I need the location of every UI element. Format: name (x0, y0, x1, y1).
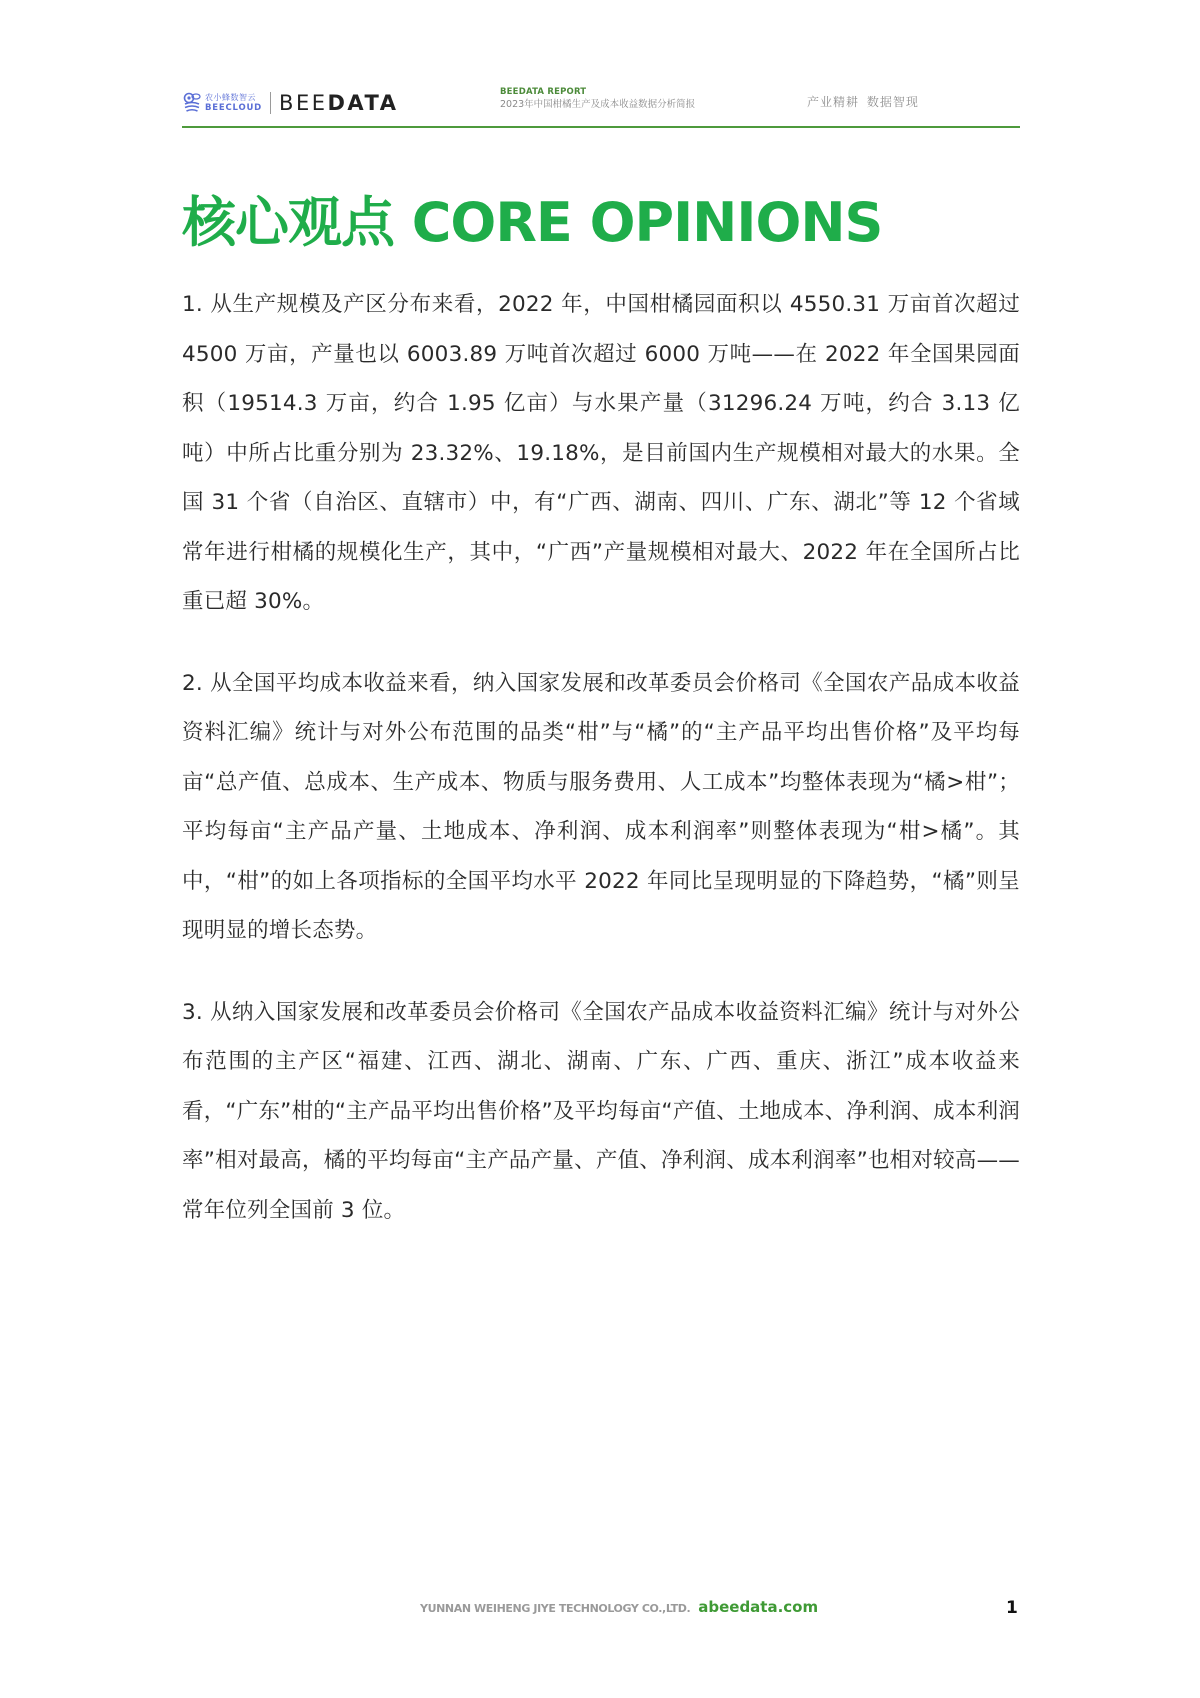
opinion-paragraph-3: 3. 从纳入国家发展和改革委员会价格司《全国农产品成本收益资料汇编》统计与对外公布范围的主产区“福建、江西、湖北、湖南、广东、广西、重庆、浙江”成本收益来看，“广东”柑的“主产品平均出售价格”及平均每亩“产值、土地成本、净利润、成本利润率”相对最高，橘的平均每亩“主产品产量、产值、净利润、成本利润率”也相对较高——常年位列全国前 3 位。 (182, 999, 1020, 1223)
beecloud-logo-text (205, 94, 262, 113)
header-divider (182, 126, 1020, 128)
footer-company-name: YUNNAN WEIHENG JIYE TECHNOLOGY CO.,LTD. (420, 1602, 691, 1615)
page-header (182, 84, 1020, 124)
opinion-paragraph-2: 2. 从全国平均成本收益来看，纳入国家发展和改革委员会价格司《全国农产品成本收益资料汇编》统计与对外公布范围的品类“柑”与“橘”的“主产品平均出售价格”及平均每亩“总产值、总成本、生产成本、物质与服务费用、人工成本”均整体表现为“橘>柑”；平均每亩“主产品产量、土地成本、净利润、成本利润率”则整体表现为“柑>橘”。其中，“柑”的如上各项指标的全国平均水平 2022 年同比呈现明显的下降趋势，“橘”则呈现明显的增长态势。 (182, 670, 1020, 943)
logo-cn-text: 农小蜂数智云 (205, 92, 256, 102)
beecloud-logo (182, 88, 399, 118)
beedata-brand (279, 91, 398, 115)
opinion-paragraph-1: 1. 从生产规模及产区分布来看，2022 年，中国柑橘园面积以 4550.31 万亩首次超过 4500 万亩，产量也以 6003.89 万吨首次超过 6000 万吨——在 2022 年全国果园面积（19514.3 万亩，约合 1.95 亿亩）与水果产量（31296.24 万吨，约合 3.13 亿吨）中所占比重分别为 23.32%、19.18%，是目前国内生产规模相对最大的水果。全国 31 个省（自治区、直辖市）中，有“广西、湖南、四川、广东、湖北”等 12 个省域常年进行柑橘的规模化生产，其中，“广西”产量规模相对最大、2022 年在全国所占比重已超 30%。 (182, 292, 1020, 614)
page-title: 核心观点 CORE OPINIONS (182, 191, 883, 255)
page-number: 1 (1006, 1598, 1018, 1618)
header-slogan: 产业精耕 数据智现 (807, 95, 919, 109)
core-opinions-content (182, 280, 1020, 1267)
logo-divider (270, 92, 271, 114)
brand-light-part: BEE (279, 91, 328, 115)
report-label: BEEDATA REPORT (500, 87, 587, 97)
page-footer (420, 1598, 818, 1616)
footer-website-link[interactable]: abeedata.com (698, 1598, 819, 1616)
beecloud-logo-icon (182, 92, 202, 114)
report-title: 2023年中国柑橘生产及成本收益数据分析简报 (500, 98, 696, 110)
logo-en-text: BEECLOUD (205, 102, 263, 113)
report-heading (500, 87, 695, 111)
brand-bold-part: DATA (327, 91, 399, 115)
